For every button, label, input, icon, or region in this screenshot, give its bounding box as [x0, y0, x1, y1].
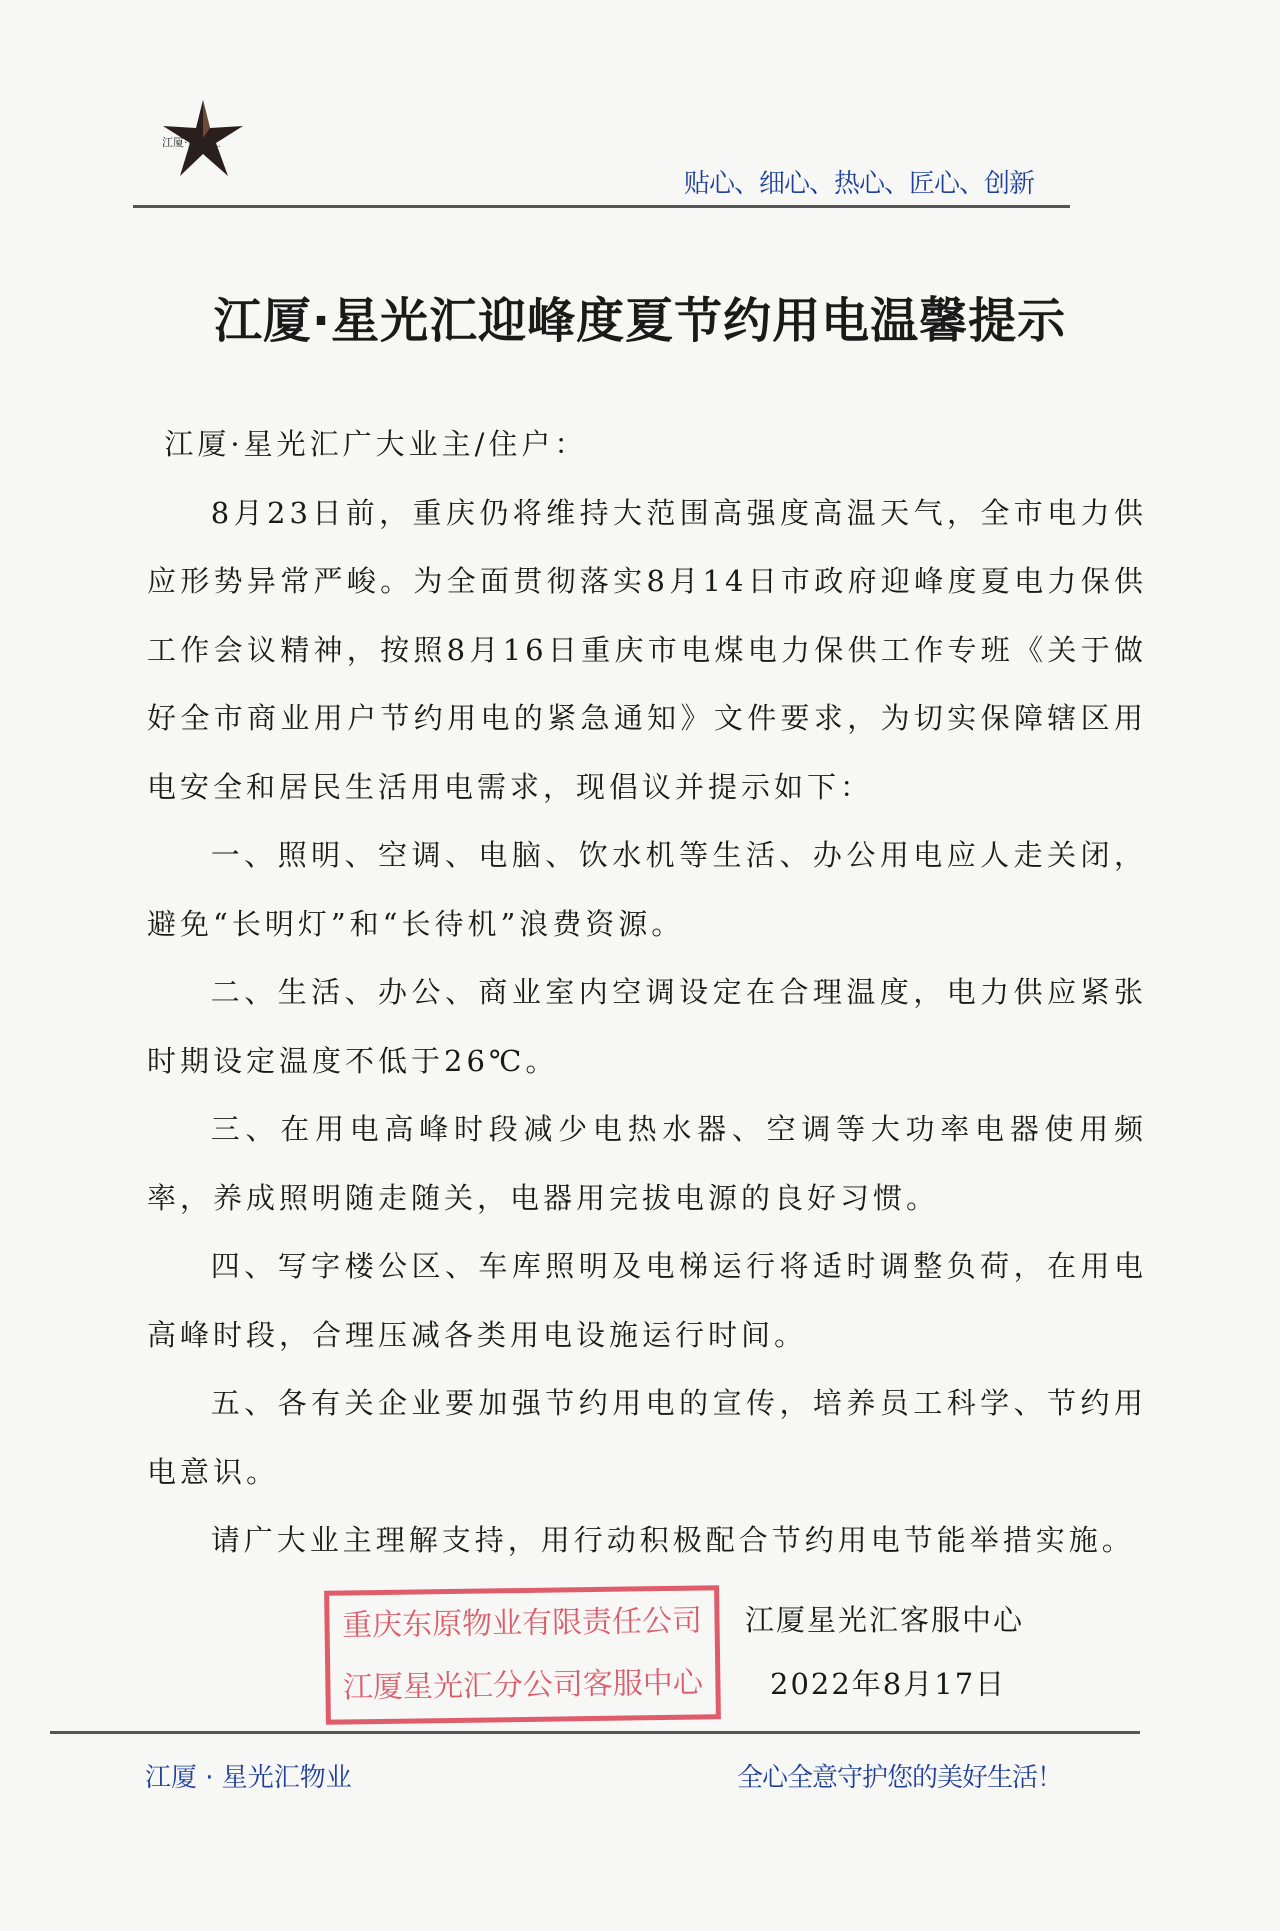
- paragraph-item-2: 二、生活、办公、商业室内空调设定在合理温度，电力供应紧张时期设定温度不低于26℃。: [147, 975, 1147, 1078]
- salutation: 江厦·星光汇广大业主/住户：: [164, 427, 588, 461]
- stamp-line-2: 江厦星光汇分公司客服中心: [342, 1665, 704, 1706]
- paragraph-item-1: 一、照明、空调、电脑、饮水机等生活、办公用电应人走关闭，避免“长明灯”和“长待机”浪费资源。: [147, 838, 1147, 941]
- paragraph-closing: 请广大业主理解支持，用行动积极配合节约用电节能举措实施。: [210, 1523, 1135, 1557]
- document-body: [147, 410, 1147, 1575]
- footer-company: 江厦 · 星光汇物业: [145, 1763, 352, 1793]
- paragraph-item-5: 五、各有关企业要加强节约用电的宣传，培养员工科学、节约用电意识。: [147, 1386, 1147, 1489]
- document-title: 江厦·星光汇迎峰度夏节约用电温馨提示: [213, 293, 1067, 349]
- footer-motto: 全心全意守护您的美好生活！: [737, 1763, 1063, 1793]
- stamp-line-1: 重庆东原物业有限责任公司: [341, 1603, 703, 1644]
- logo-text: 江厦·星光汇: [162, 136, 221, 149]
- footer-divider: [50, 1731, 1140, 1734]
- header-slogan: 贴心、细心、热心、匠心、创新: [684, 169, 1035, 199]
- signature-org: 江厦星光汇客服中心: [745, 1603, 1025, 1637]
- company-logo: [158, 98, 248, 178]
- paragraph-item-3: 三、在用电高峰时段减少电热水器、空调等大功率电器使用频率，养成照明随走随关，电器用完拔电源的良好习惯。: [147, 1112, 1147, 1215]
- paragraph-item-4: 四、写字楼公区、车库照明及电梯运行将适时调整负荷，在用电高峰时段，合理压减各类用电设施运行时间。: [147, 1249, 1147, 1352]
- paragraph-intro: 8月23日前，重庆仍将维持大范围高强度高温天气，全市电力供应形势异常严峻。为全面贯彻落实8月14日市政府迎峰度夏电力保供工作会议精神，按照8月16日重庆市电煤电力保供工作专班《关于做好全市商业用户节约用电的紧急通知》文件要求，为切实保障辖区用电安全和居民生活用电需求，现倡议并提示如下：: [147, 495, 1147, 804]
- signature-date: 2022年8月17日: [770, 1667, 1007, 1701]
- official-stamp: [324, 1585, 721, 1725]
- header-divider: [133, 205, 1070, 208]
- signature-block: [745, 1588, 1024, 1716]
